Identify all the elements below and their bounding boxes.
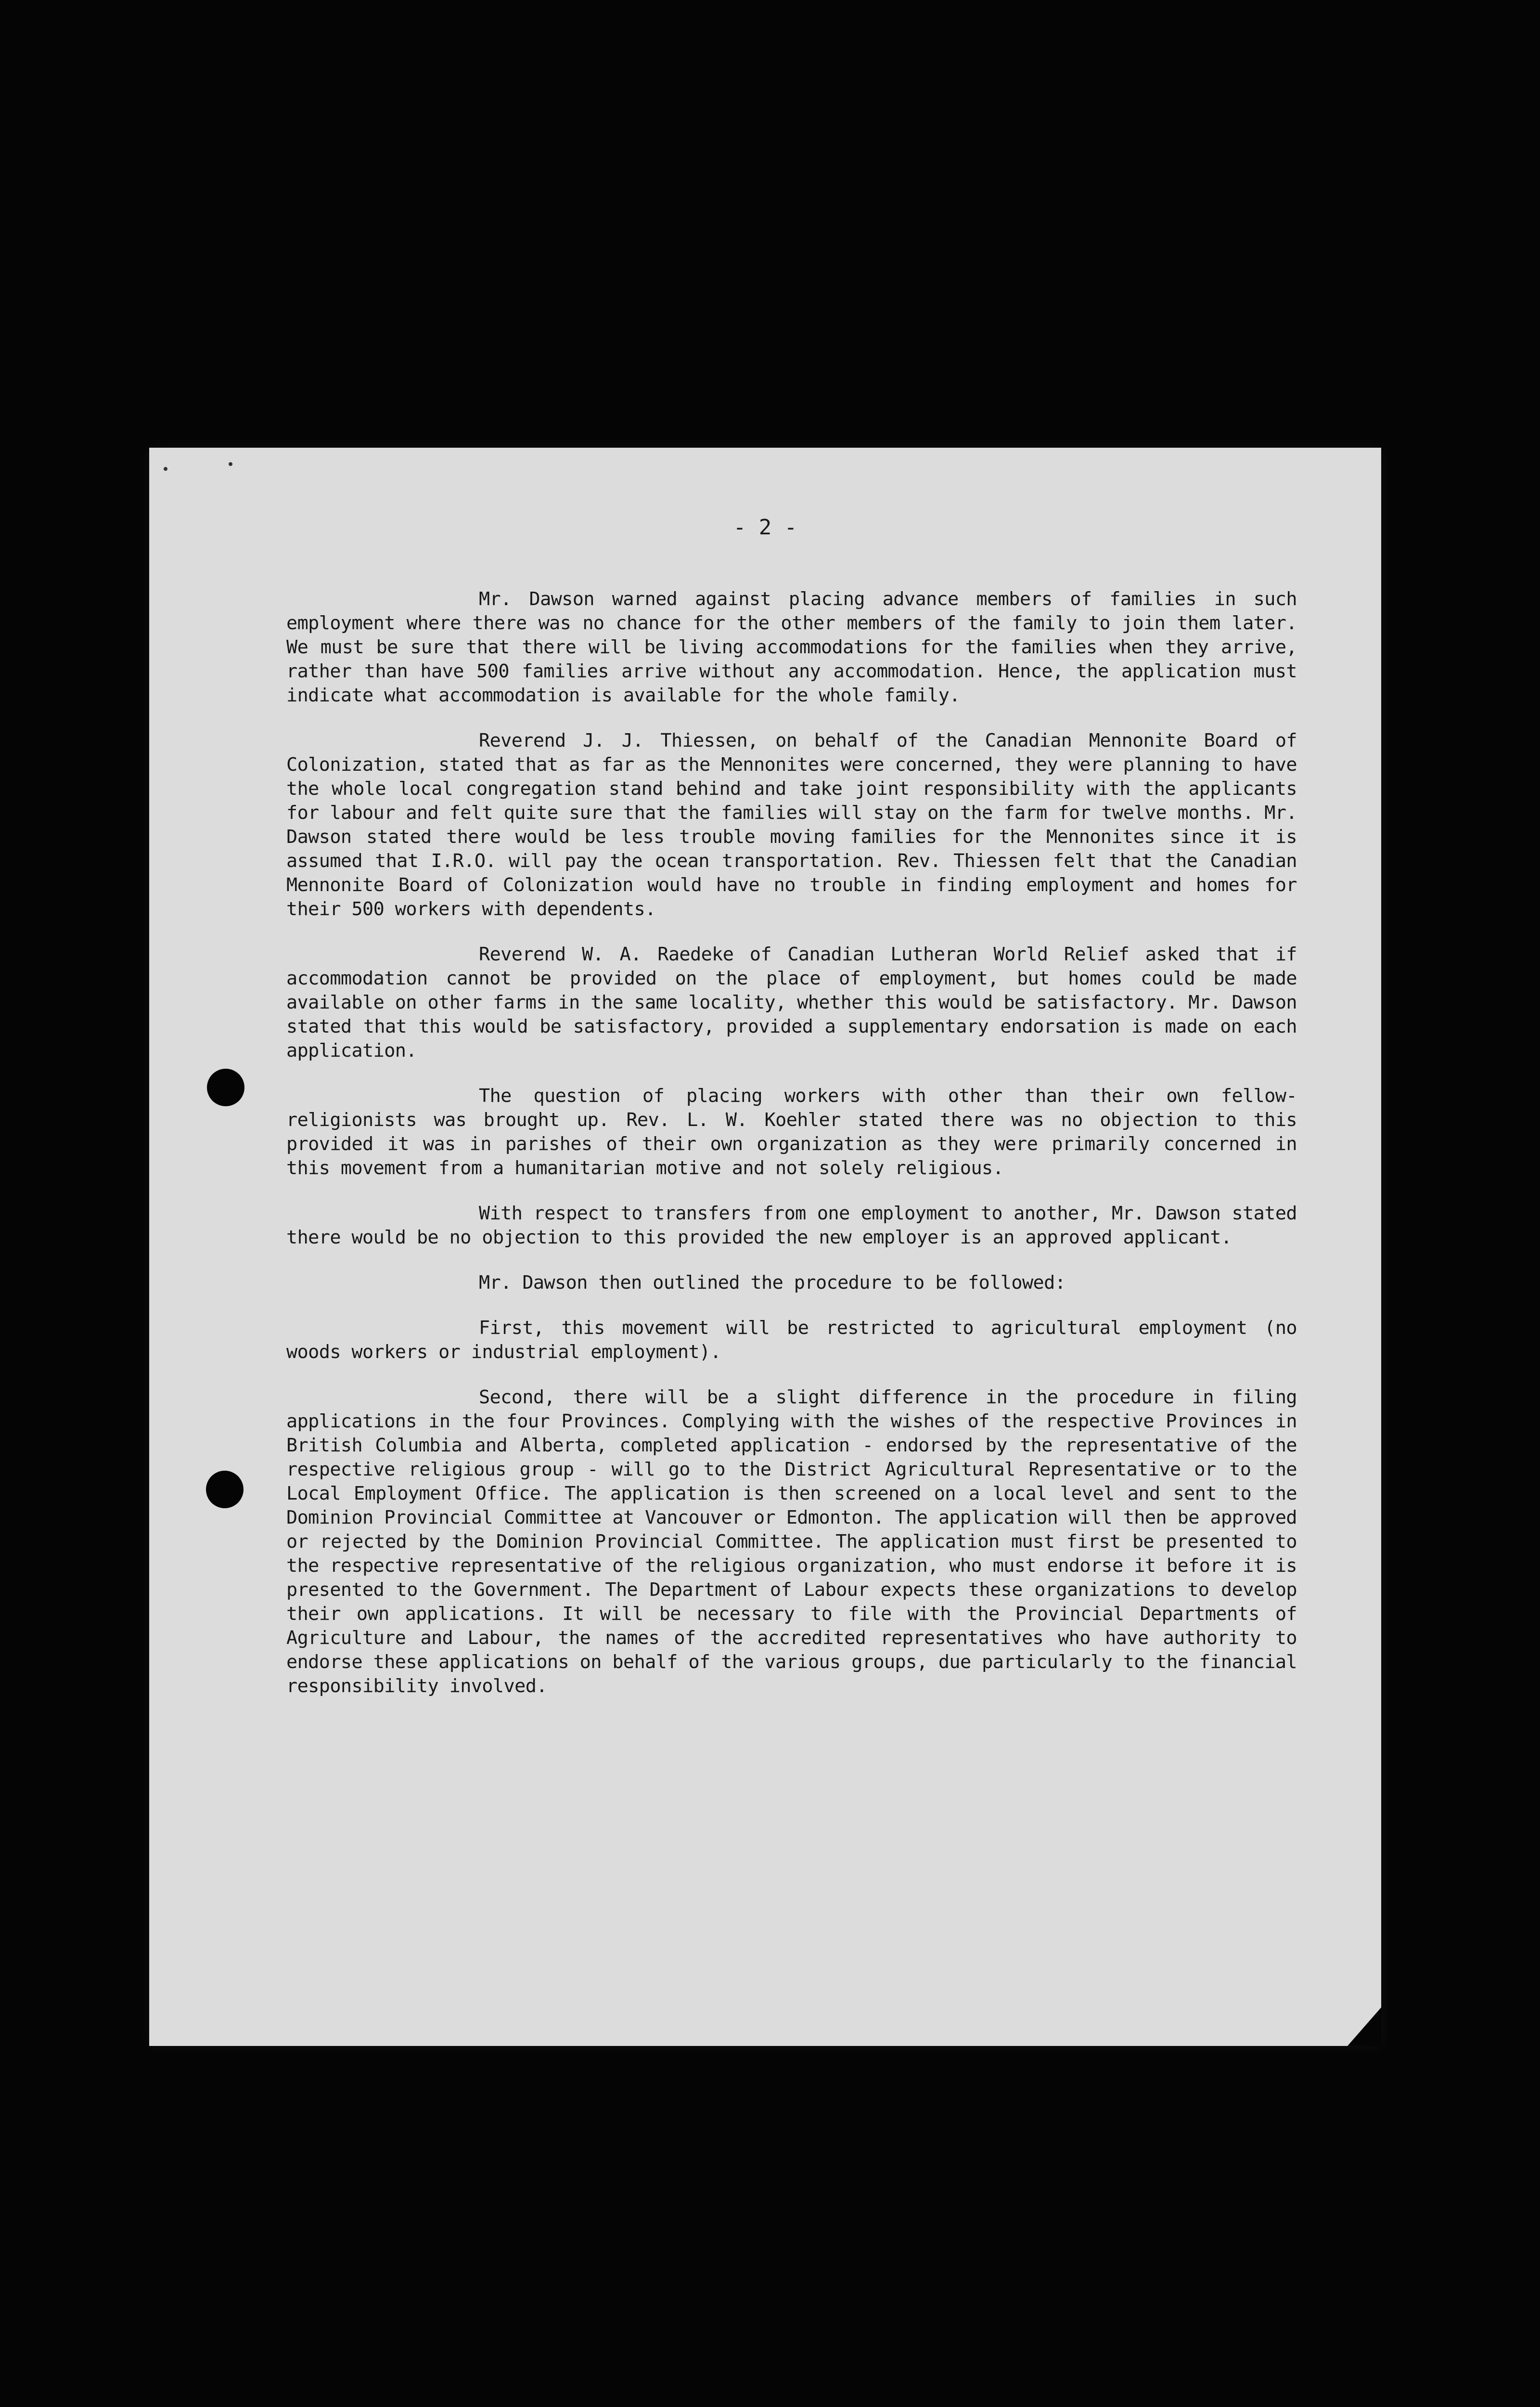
document-page — [149, 448, 1381, 2046]
paragraph-raedeke: Reverend W. A. Raedeke of Canadian Lutheran World Relief asked that if accommodation cannot be provided on the place of employment, but homes could be made available on other farms in the same locality, whether this would be satisfactory. Mr. Dawson stated that this would be satisfactory, provided a supplementary endorsation is made on each application. — [286, 944, 1297, 1061]
paragraph-thiessen: Reverend J. J. Thiessen, on behalf of the Canadian Mennonite Board of Colonization, stated that as far as the Mennonites were concerned, they were planning to have the whole local congregation stand behind and take joint responsibility with the applicants for labour and felt quite sure that the families will stay on the farm for twelve months. Mr. Dawson stated there would be less trouble moving families for the Mennonites since it is assumed that I.R.O. will pay the ocean transportation. Rev. Thiessen felt that the Canadian Mennonite Board of Colonization would have no trouble in finding employment and homes for their 500 workers with dependents. — [286, 730, 1297, 920]
paper-speck — [164, 467, 167, 471]
paragraph-transfers: With respect to transfers from one employment to another, Mr. Dawson stated there would be no objection to this provided the new employer is an approved applicant. — [286, 1203, 1297, 1248]
paragraph-procedure-intro: Mr. Dawson then outlined the procedure to be followed: — [479, 1272, 1066, 1294]
folded-corner — [1348, 2007, 1381, 2046]
document-body — [286, 587, 1297, 1720]
paragraph-fellow-religionists: The question of placing workers with other than their own fellow-religionists was brought up. Rev. L. W. Koehler stated there was no objection to this provided it was in parishes of their own organization as they were primarily concerned in this movement from a humanitarian motive and not solely religious. — [286, 1085, 1297, 1179]
punch-hole — [207, 1069, 244, 1106]
paragraph-second: Second, there will be a slight difference in the procedure in filing applications in the four Provinces. Complying with the wishes of the respective Provinces in British Columbia and Alberta, completed application - endorsed by the representative of the respective religious group - will go to the District Agricultural Representative or to the Local Employment Office. The application is then screened on a local level and sent to the Dominion Provincial Committee at Vancouver or Edmonton. The application will then be approved or rejected by the Dominion Provincial Committee. The application must first be presented to the respective representative of the religious organization, who must endorse it before it is presented to the Government. The Department of Labour expects these organizations to develop their own applications. It will be necessary to file with the Provincial Departments of Agriculture and Labour, the names of the accredited representatives who have authority to endorse these applications on behalf of the various groups, due particularly to the financial responsibility involved. — [286, 1386, 1297, 1697]
paragraph-dawson-warning: Mr. Dawson warned against placing advance members of families in such employment where there was no chance for the other members of the family to join them later. We must be sure that there will be living accommodations for the families when they arrive, rather than have 500 families arrive without any accommodation. Hence, the application must indicate what accommodation is available for the whole family. — [286, 588, 1297, 706]
punch-hole — [206, 1471, 244, 1508]
paragraph-first: First, this movement will be restricted to agricultural employment (no woods workers or industrial employment). — [286, 1317, 1297, 1363]
page-number: - 2 - — [733, 515, 797, 540]
paper-speck — [229, 462, 232, 466]
